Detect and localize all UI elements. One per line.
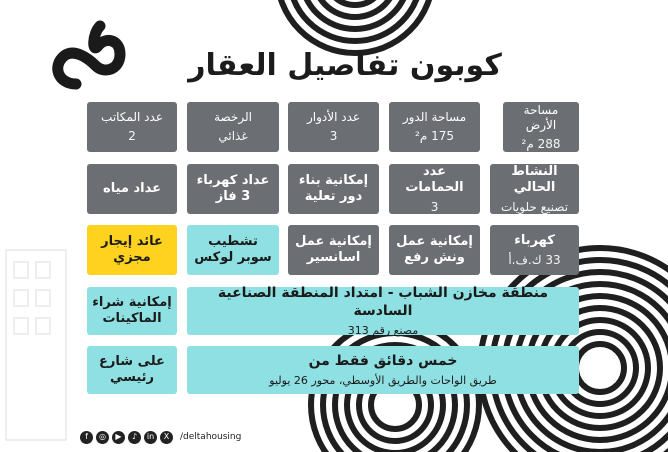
card-label: إمكانية عمل ونش رفع [396,234,473,265]
card-label: على شارع رئيسي [99,354,165,385]
card-license [187,102,279,152]
card-elevator [288,225,379,275]
card-label: النشاط الحالي [511,163,558,195]
card-location [187,287,579,335]
facebook-icon[interactable]: f [80,431,93,444]
card-label: مساحة الأرض [523,102,559,132]
access-title: خمس دقائق فقط من [308,353,458,369]
card-offices [87,102,177,152]
card-electricity [490,225,579,275]
card-label: الرخصة [214,110,252,124]
card-value: 2 [128,129,136,143]
youtube-icon[interactable]: ▶ [112,431,125,444]
card-value: 3 [430,199,439,214]
page-title: كوبون تفاصيل العقار [188,48,502,83]
instagram-icon[interactable]: ◎ [96,431,109,444]
tiktok-icon[interactable]: ♪ [128,431,141,444]
card-floors [288,102,379,152]
card-label: كهرباء [514,232,555,248]
linkedin-icon[interactable]: in [144,431,157,444]
card-land-area [503,102,579,152]
card-bathrooms [389,164,480,214]
card-label: تشطيب سوبر لوكس [194,234,272,265]
card-label: إمكانية عمل اسانسير [295,234,372,265]
card-label: إمكانية بناء [298,173,369,188]
card-finishing [187,225,279,275]
location-detail: مصنع رقم 313 [347,324,419,337]
card-value: 3 فاز [215,189,251,204]
card-water-meter [87,164,177,214]
card-value: 33 ك.ف.أ [508,252,561,267]
card-value: دور تعلية [304,189,363,204]
card-winch [389,225,480,275]
card-label: إمكانية شراء الماكينات [92,295,172,326]
card-value: غذائي [218,129,248,143]
card-street [87,346,177,394]
card-label: عائد إيجار مجزي [101,234,163,265]
location-title: منطقة مخازن الشباب - امتداد المنطقة الصناعية السادسة [217,285,549,319]
card-value: تصنيع حلويات [500,199,569,214]
access-detail: طريق الواحات والطريق الأوسطي، محور 26 يوليو [269,374,497,387]
card-activity [490,164,579,214]
social-handle[interactable]: /deltahousing [180,432,242,442]
card-label: مساحة الدور [402,110,467,124]
card-label: عدد الحمامات [405,163,464,195]
card-value: 3 [329,129,338,143]
delta-logo [40,14,128,90]
card-label: عداد كهرباء [196,173,270,188]
card-label: عدد الأدوار [306,110,361,124]
card-rent [87,225,177,275]
x-icon[interactable]: X [160,431,173,444]
card-access [187,346,579,394]
card-build [288,164,379,214]
card-value: 288 م² [521,136,561,151]
card-value: 175 م² [415,129,454,143]
card-machines [87,287,177,335]
card-floor-area [389,102,480,152]
card-elec-meter [187,164,279,214]
social-footer [80,430,241,444]
card-label: عدد المكاتب [101,110,163,124]
card-label: عداد مياه [103,181,161,196]
